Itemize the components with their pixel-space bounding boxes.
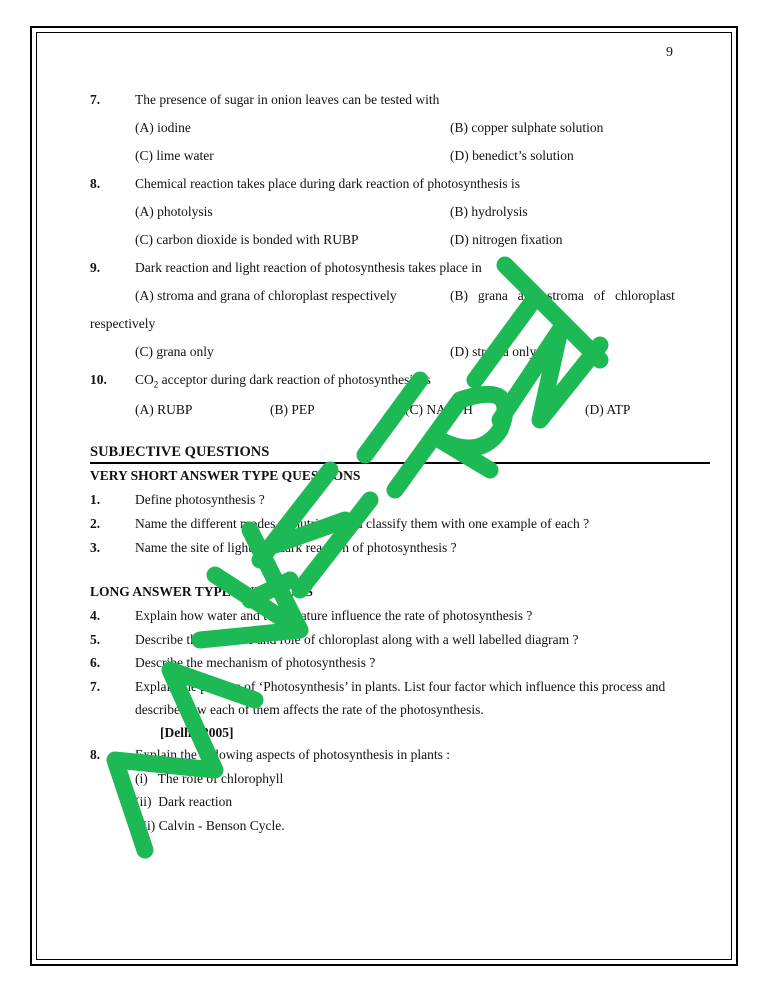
question-number: 4. — [90, 608, 101, 623]
page-number: 9 — [666, 45, 673, 60]
question-number: 1. — [90, 492, 101, 507]
sub-item: (ii) Dark reaction — [135, 794, 233, 809]
subscript: 2 — [153, 379, 159, 390]
option-a: (A) iodine — [135, 120, 191, 135]
question-text-continuation: describe how each of them affects the rate of the photosynthesis. — [135, 702, 484, 717]
section-divider — [90, 462, 710, 464]
question-number: 8. — [90, 176, 101, 191]
question-text: Chemical reaction takes place during dark reaction of photosynthesis is — [135, 176, 521, 191]
question-text: Describe the structure and role of chloroplast along with a well labelled diagram ? — [135, 632, 579, 647]
subsection-heading: LONG ANSWER TYPE QUESTIONS — [90, 584, 313, 599]
subsection-heading: VERY SHORT ANSWER TYPE QUESTIONS — [90, 468, 361, 483]
question-text-rest: acceptor during dark reaction of photosynthesis is — [158, 372, 431, 387]
option-b-word: and — [517, 288, 538, 303]
source-tag: [Delhi, 2005] — [160, 725, 234, 740]
option-c: (C) carbon dioxide is bonded with RUBP — [135, 232, 359, 247]
option-c: (C) lime water — [135, 148, 214, 163]
question-number: 2. — [90, 516, 101, 531]
option-c: (C) NADPH — [405, 402, 473, 417]
option-b — [450, 288, 675, 304]
option-b: (B) PEP — [270, 402, 315, 417]
question-number: 10. — [90, 372, 107, 387]
option-b-word: grana — [477, 288, 508, 303]
option-b: (B) hydrolysis — [450, 204, 528, 219]
question-text: Define photosynthesis ? — [135, 492, 265, 507]
option-b-continuation: respectively — [90, 316, 156, 331]
option-c: (C) grana only — [135, 344, 214, 359]
section-heading: SUBJECTIVE QUESTIONS — [90, 444, 270, 460]
sub-item: (iii) Calvin - Benson Cycle. — [135, 818, 285, 833]
option-b-word: chloroplast — [614, 288, 675, 303]
co2-formula: CO — [135, 372, 154, 387]
question-text: Explain the process of ‘Photosynthesis’ in plants. List four factor which influence this process and — [135, 679, 666, 694]
question-number: 7. — [90, 679, 101, 694]
option-b-word: of — [593, 288, 606, 303]
sub-item: (i) The role of chlorophyll — [135, 771, 284, 786]
option-d: (D) nitrogen fixation — [450, 232, 563, 247]
question-number: 6. — [90, 655, 101, 670]
question-number: 8. — [90, 747, 101, 762]
option-a: (A) photolysis — [135, 204, 213, 219]
option-a: (A) stroma and grana of chloroplast respectively — [135, 288, 397, 303]
option-d: (D) benedict’s solution — [450, 148, 574, 163]
question-text: Describe the mechanism of photosynthesis ? — [135, 655, 376, 670]
option-b-word: (B) — [450, 288, 468, 303]
question-number: 7. — [90, 92, 101, 107]
question-number: 3. — [90, 540, 101, 555]
option-b-word: stroma — [547, 288, 584, 303]
question-text: Explain the following aspects of photosynthesis in plants : — [135, 747, 450, 762]
question-text — [135, 372, 431, 390]
question-text: Name the different modes of nutrition and classify them with one example of each ? — [135, 516, 590, 531]
question-number: 5. — [90, 632, 101, 647]
question-number: 9. — [90, 260, 101, 275]
option-d: (D) ATP — [585, 402, 631, 417]
question-text: Name the site of light and dark reaction of photosynthesis ? — [135, 540, 457, 555]
question-text: Dark reaction and light reaction of photosynthesis takes place in — [135, 260, 482, 275]
question-text: Explain how water and temperature influence the rate of photosynthesis ? — [135, 608, 533, 623]
question-text: The presence of sugar in onion leaves can be tested with — [135, 92, 440, 107]
option-d: (D) stroma only — [450, 344, 537, 359]
option-b: (B) copper sulphate solution — [450, 120, 604, 135]
option-a: (A) RUBP — [135, 402, 193, 417]
